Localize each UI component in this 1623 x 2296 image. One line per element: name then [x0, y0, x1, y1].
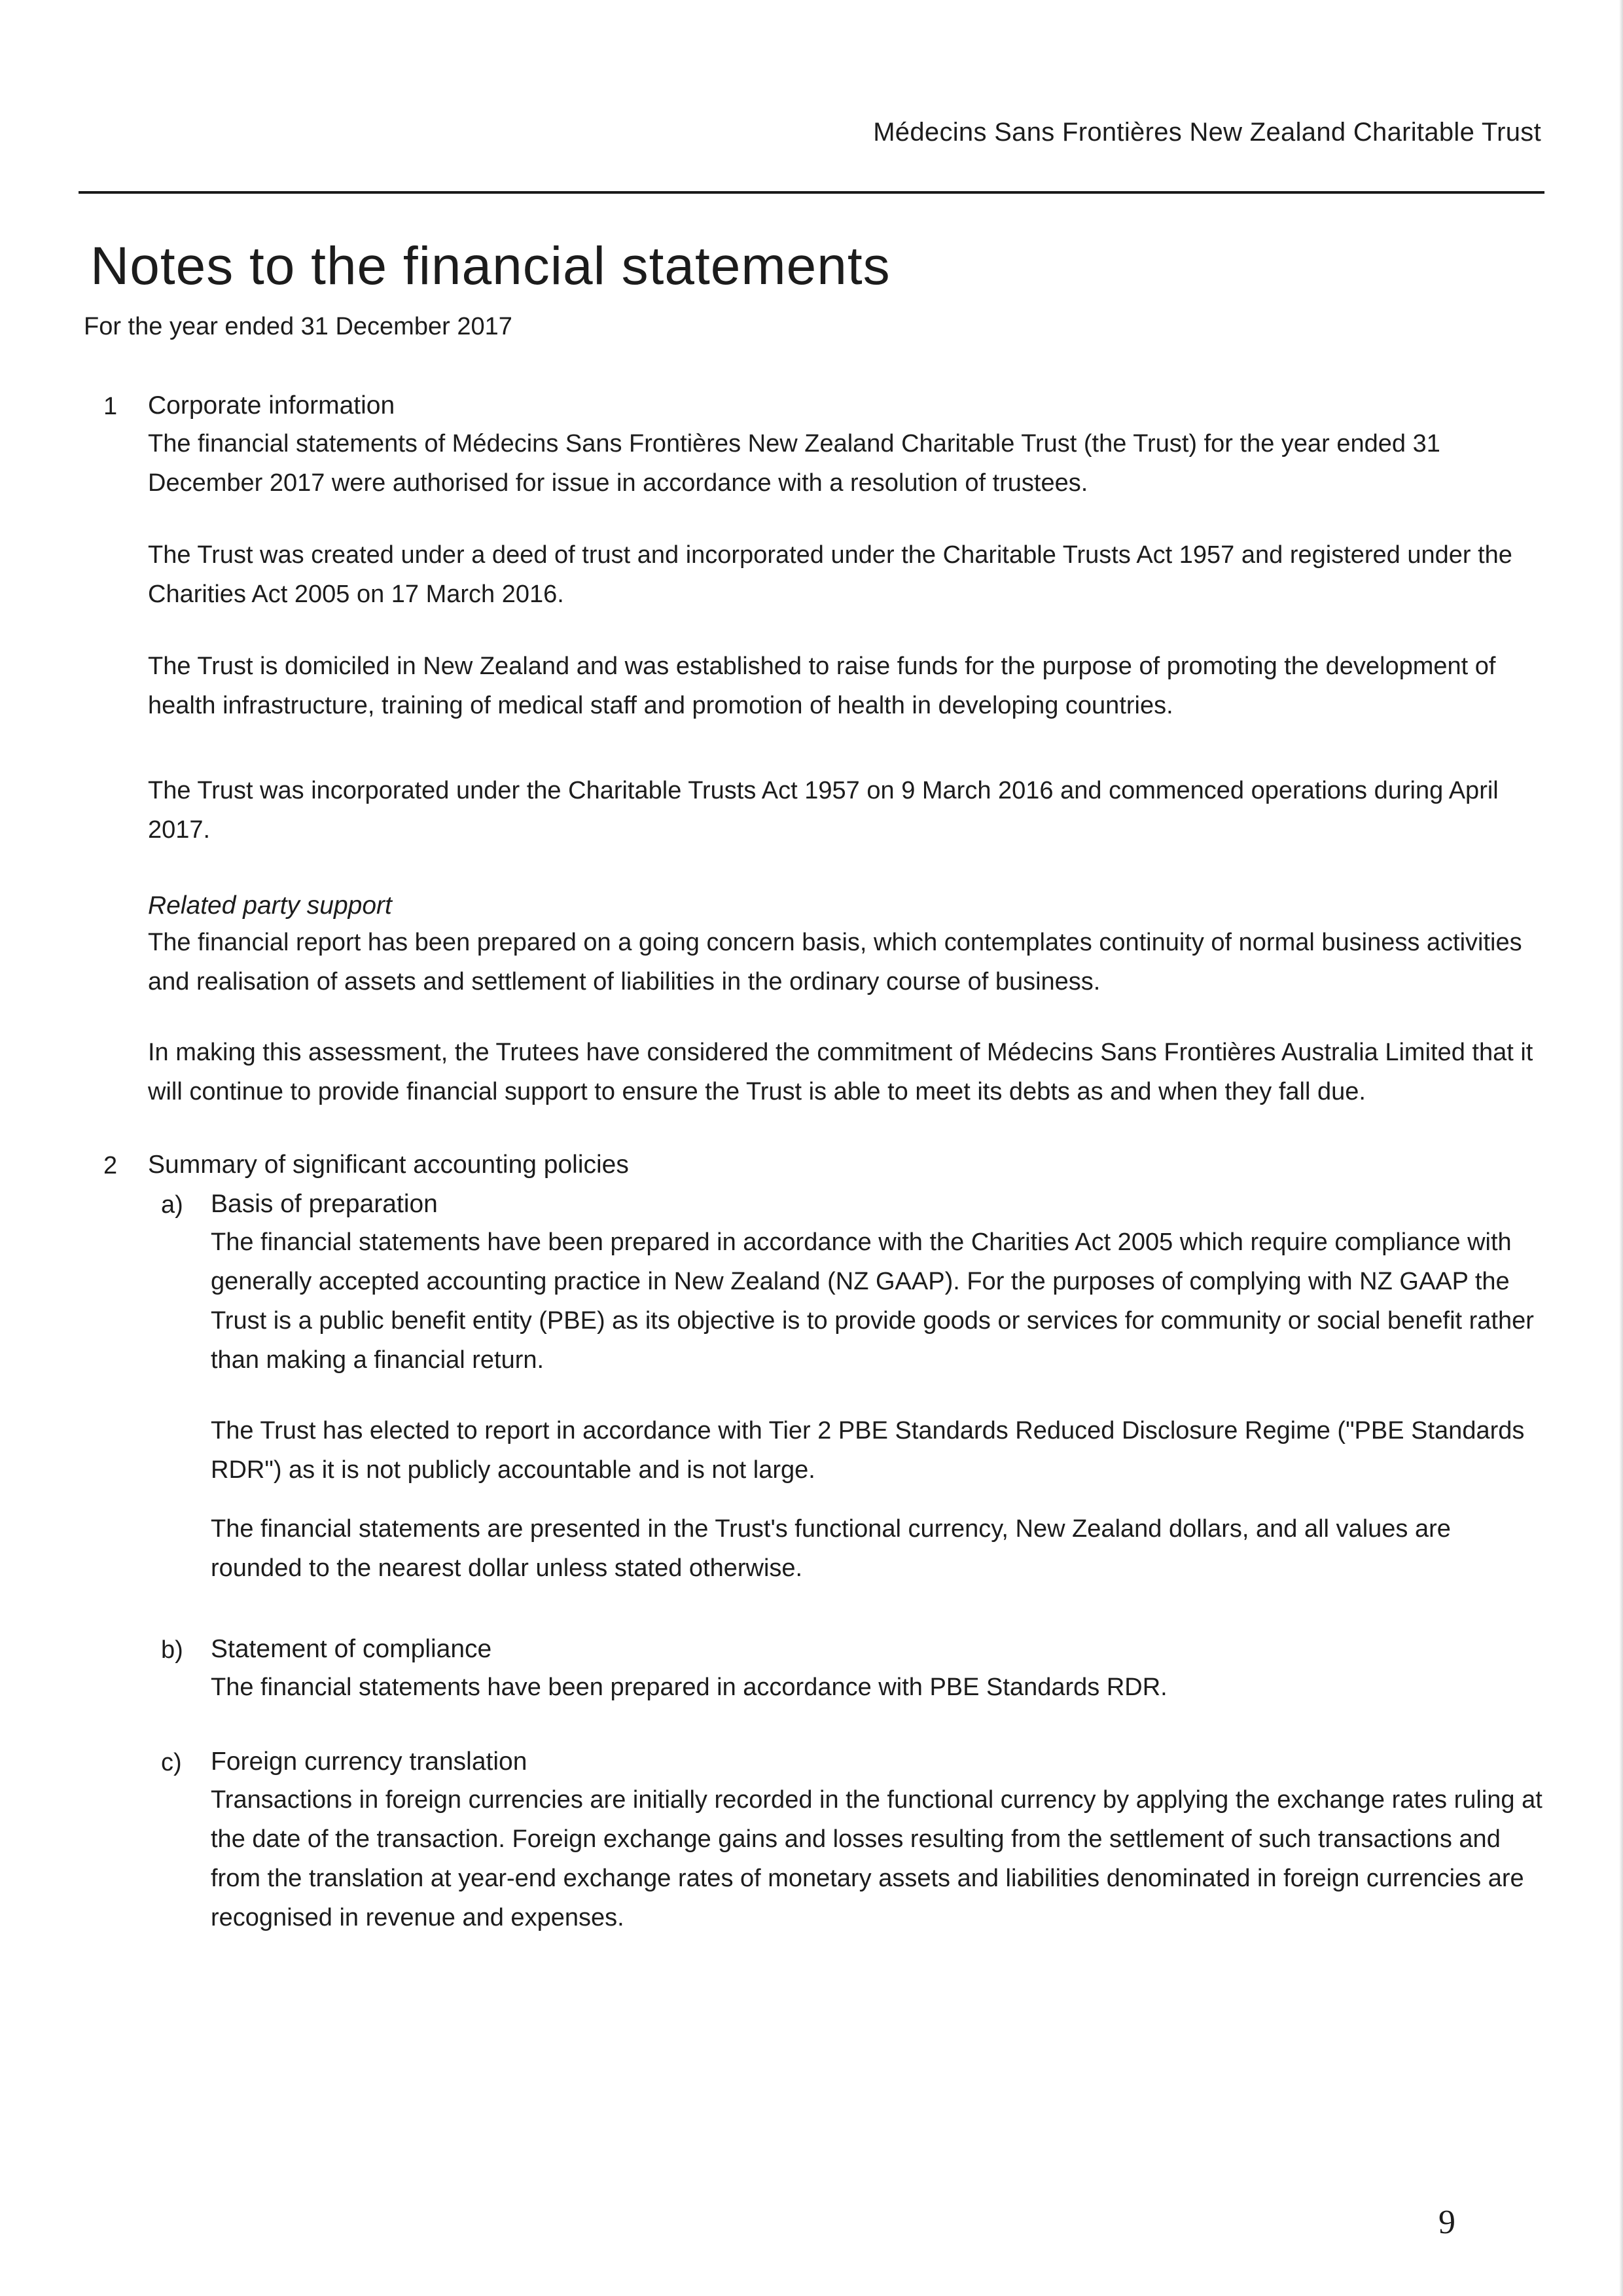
subsection-letter: c)	[161, 1749, 182, 1776]
section-number: 2	[103, 1152, 118, 1179]
page-subtitle: For the year ended 31 December 2017	[84, 313, 512, 340]
paragraph: The financial statements are presented in the Trust's functional currency, New Zealand dollars, and all values are rounded to the nearest dollar unless stated otherwise.	[211, 1515, 1451, 1582]
paragraph: The Trust is domiciled in New Zealand and was established to raise funds for the purpose of promoting the development of health infrastructure, training of medical staff and promotion of health in developing countries.	[148, 653, 1496, 719]
subsection-letter: b)	[161, 1636, 183, 1664]
subsection-heading: Statement of compliance	[211, 1635, 492, 1663]
paragraph: The Trust was incorporated under the Charitable Trusts Act 1957 on 9 March 2016 and commenced operations during April 2017.	[148, 777, 1499, 844]
paragraph: The financial statements have been prepared in accordance with PBE Standards RDR.	[211, 1674, 1168, 1701]
section-heading: Summary of significant accounting policies	[148, 1151, 629, 1179]
section-number: 1	[103, 393, 118, 420]
paragraph: Transactions in foreign currencies are initially recorded in the functional currency by applying the exchange rates ruling at the date of the transaction. Foreign exchange gains and losses resulting from the settlement of such transactions and from the translation at year-end exchange rates of monetary assets and liabilities denominated in foreign currencies are recognised in revenue and expenses.	[211, 1786, 1543, 1931]
organisation-header: Médecins Sans Frontières New Zealand Charitable Trust	[873, 118, 1541, 147]
paragraph: The financial statements have been prepared in accordance with the Charities Act 2005 which require compliance with generally accepted accounting practice in New Zealand (NZ GAAP). For the purposes of complying with NZ GAAP the Trust is a public benefit entity (PBE) as its objective is to provide goods or services for community or social benefit rather than making a financial return.	[211, 1229, 1534, 1374]
paragraph: The financial statements of Médecins Sans Frontières New Zealand Charitable Trust (the Trust) for the year ended 31 December 2017 were authorised for issue in accordance with a resolution of trustees.	[148, 430, 1440, 497]
section-heading: Corporate information	[148, 391, 395, 420]
scan-edge-shadow	[1619, 0, 1623, 2296]
paragraph: The financial report has been prepared on a going concern basis, which contemplates continuity of normal business activities and realisation of assets and settlement of liabilities in the ordinary course of business.	[148, 929, 1522, 996]
page-title: Notes to the financial statements	[90, 236, 891, 296]
subheading-related-party-support: Related party support	[148, 891, 392, 920]
header-rule	[79, 191, 1544, 194]
page-number: 9	[1438, 2204, 1455, 2241]
subsection-letter: a)	[161, 1191, 183, 1219]
subsection-heading: Foreign currency translation	[211, 1748, 527, 1776]
paragraph: In making this assessment, the Trutees have considered the commitment of Médecins Sans Frontières Australia Limited that it will continue to provide financial support to ensure the Trust is able to meet its debts as and when they fall due.	[148, 1039, 1533, 1105]
paragraph: The Trust has elected to report in accordance with Tier 2 PBE Standards Reduced Disclosure Regime ("PBE Standards RDR") as it is not publicly accountable and is not large.	[211, 1417, 1525, 1484]
subsection-heading: Basis of preparation	[211, 1190, 438, 1218]
paragraph: The Trust was created under a deed of trust and incorporated under the Charitable Trusts Act 1957 and registered under the Charities Act 2005 on 17 March 2016.	[148, 541, 1512, 608]
